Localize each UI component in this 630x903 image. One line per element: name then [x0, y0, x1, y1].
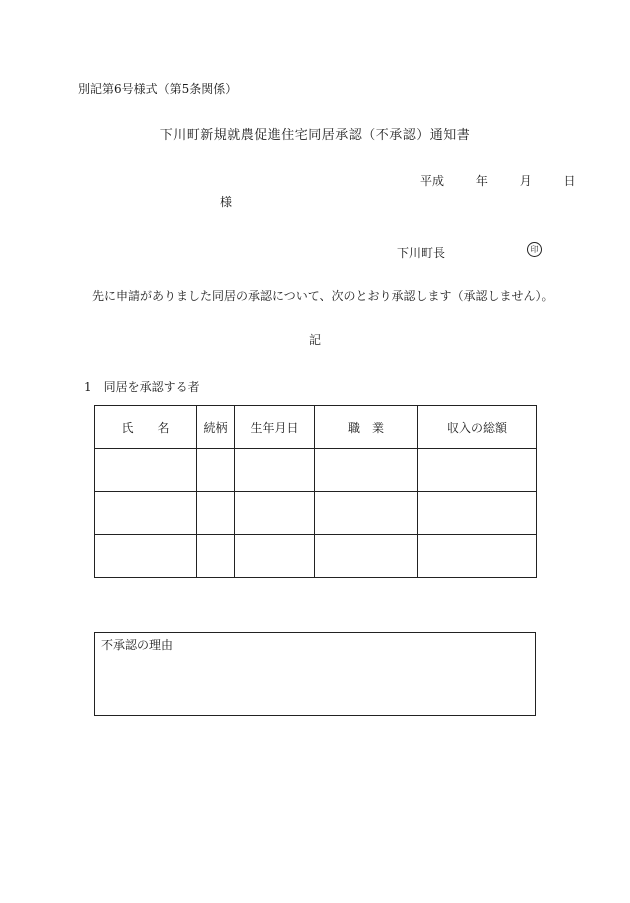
- rejection-reason-box[interactable]: [94, 632, 536, 716]
- table-row: [95, 449, 537, 492]
- table-cell[interactable]: [315, 535, 418, 578]
- date-day-label: 日: [563, 174, 576, 188]
- table-cell[interactable]: [235, 492, 315, 535]
- cohabitant-table: [94, 405, 537, 578]
- rejection-reason-label: 不承認の理由: [101, 638, 174, 652]
- form-number-label: 別記第6号様式（第5条関係）: [78, 82, 238, 96]
- addressee-suffix: 様: [220, 195, 233, 209]
- ki-heading: 記: [308, 333, 321, 347]
- table-cell[interactable]: [418, 535, 537, 578]
- header-birthdate: 生年月日: [235, 406, 315, 449]
- date-year-label: 年: [475, 174, 488, 188]
- document-title: 下川町新規就農促進住宅同居承認（不承認）通知書: [159, 128, 471, 143]
- table-cell[interactable]: [315, 492, 418, 535]
- table-cell[interactable]: [95, 492, 197, 535]
- header-total-income: 収入の総額: [418, 406, 537, 449]
- section-1-number: 1: [84, 380, 92, 394]
- header-occupation: 職 業: [315, 406, 418, 449]
- table-cell[interactable]: [95, 535, 197, 578]
- table-cell[interactable]: [197, 492, 235, 535]
- date-era: 平成: [420, 174, 445, 188]
- table-cell[interactable]: [418, 492, 537, 535]
- table-row: [95, 535, 537, 578]
- notice-body-text: 先に申請がありました同居の承認について、次のとおり承認します（承認しません）。: [92, 289, 554, 303]
- date-month-label: 月: [519, 174, 532, 188]
- table-cell[interactable]: [235, 535, 315, 578]
- header-relationship: 続柄: [197, 406, 235, 449]
- seal-mark: 印: [527, 242, 542, 257]
- section-1-title: 同居を承認する者: [103, 380, 200, 394]
- table-cell[interactable]: [95, 449, 197, 492]
- table-row: [95, 492, 537, 535]
- header-name: 氏 名: [95, 406, 197, 449]
- table-cell[interactable]: [197, 449, 235, 492]
- issuer-name: 下川町長: [397, 246, 446, 260]
- section-1-heading: [84, 378, 200, 395]
- table-cell[interactable]: [235, 449, 315, 492]
- table-header-row: [95, 406, 537, 449]
- date-line: [420, 172, 576, 189]
- table-cell[interactable]: [197, 535, 235, 578]
- table-cell[interactable]: [315, 449, 418, 492]
- table-cell[interactable]: [418, 449, 537, 492]
